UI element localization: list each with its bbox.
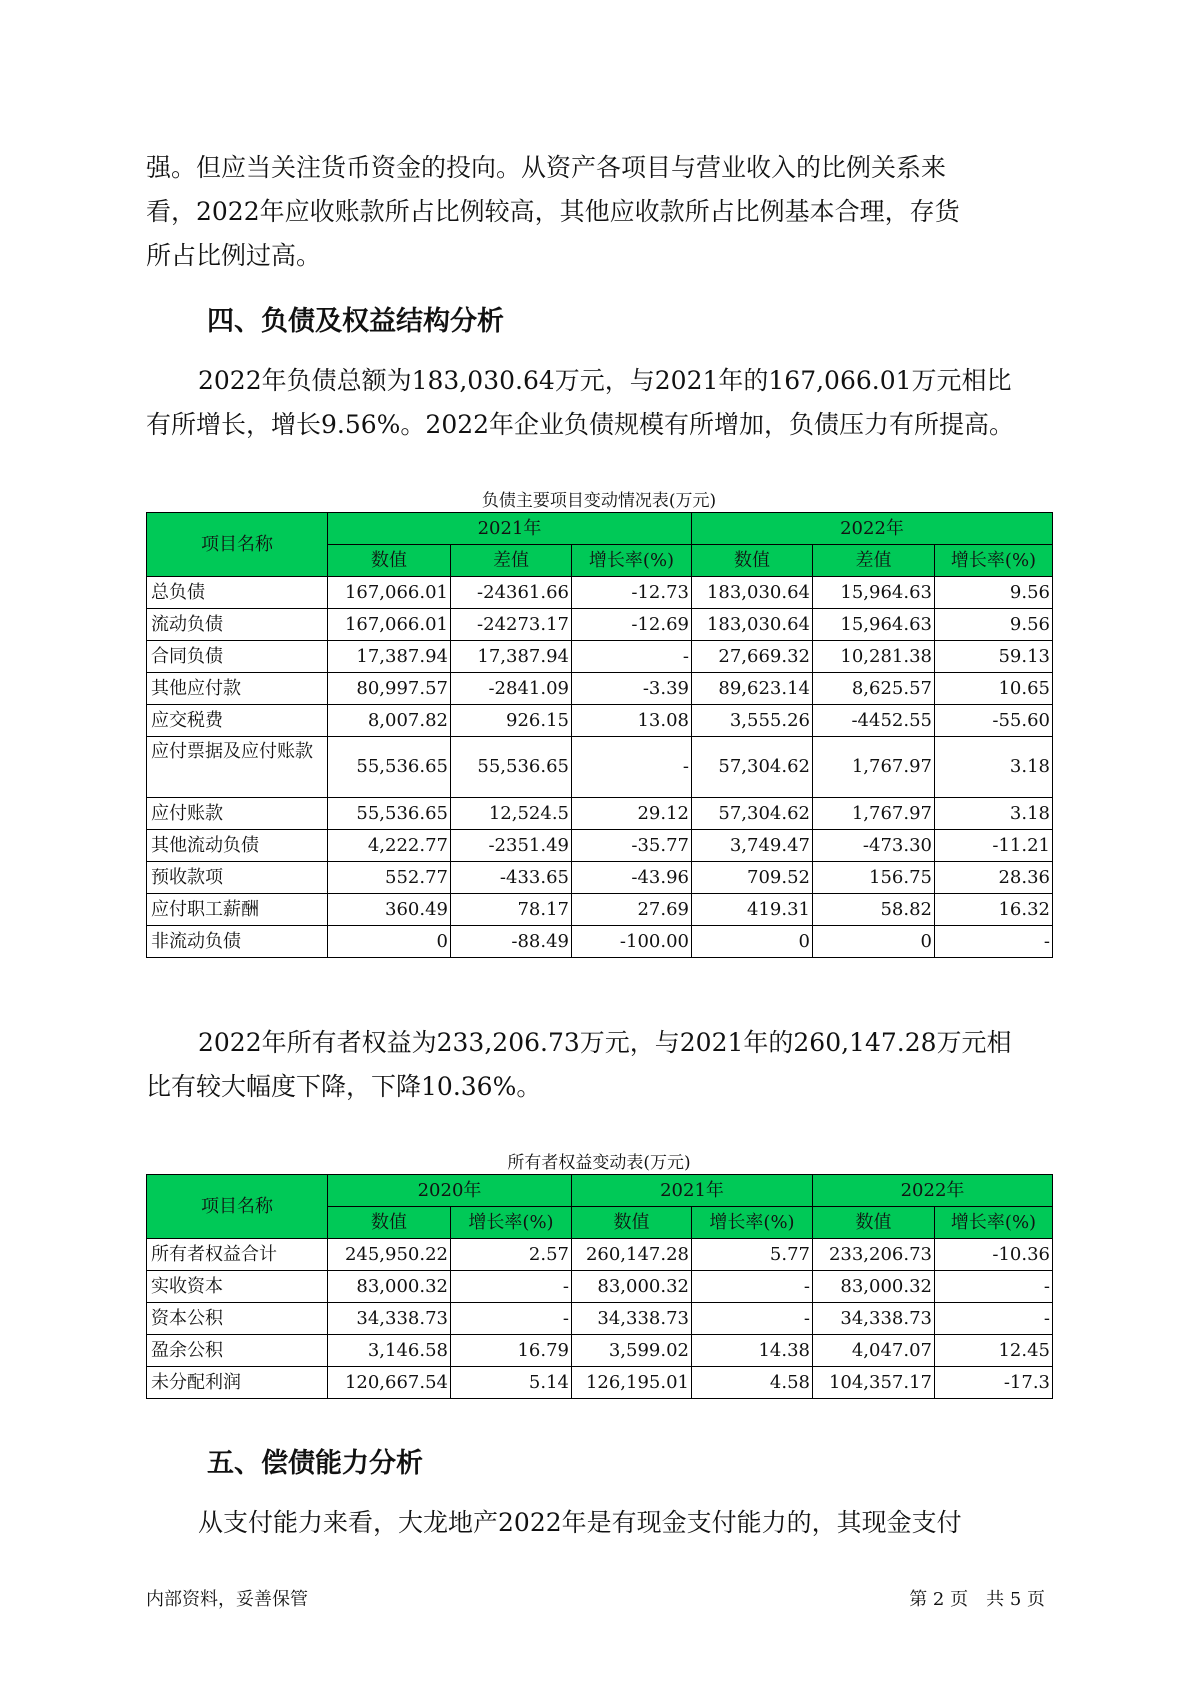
header-year: 2021年 [572, 1175, 813, 1207]
footer-page-number: 第 2 页 共 5 页 [909, 1589, 1045, 1610]
value-cell: 926.15 [451, 705, 572, 737]
table-row [147, 673, 1053, 705]
paragraph-line: 2022年所有者权益为233,206.73万元，与2021年的260,147.28万元相 [198, 1028, 1012, 1057]
value-cell: 419.31 [692, 894, 813, 926]
header-sub: 数值 [328, 1207, 451, 1239]
value-cell: -35.77 [572, 830, 692, 862]
value-cell: 78.17 [451, 894, 572, 926]
value-cell: 126,195.01 [572, 1367, 692, 1399]
header-sub: 增长率(%) [935, 1207, 1053, 1239]
header-year: 2022年 [813, 1175, 1053, 1207]
row-label-cell: 非流动负债 [147, 926, 328, 958]
value-cell: 29.12 [572, 798, 692, 830]
value-cell: 245,950.22 [328, 1239, 451, 1271]
value-cell: -2841.09 [451, 673, 572, 705]
value-cell: - [572, 737, 692, 798]
header-sub: 差值 [451, 545, 572, 577]
value-cell: 0 [692, 926, 813, 958]
value-cell: 17,387.94 [451, 641, 572, 673]
value-cell: - [451, 1271, 572, 1303]
value-cell: - [451, 1303, 572, 1335]
paragraph-line: 从支付能力来看，大龙地产2022年是有现金支付能力的，其现金支付 [198, 1508, 962, 1537]
row-label-cell: 资本公积 [147, 1303, 328, 1335]
header-item-name: 项目名称 [147, 513, 328, 577]
equity-table-caption: 所有者权益变动表(万元) [507, 1153, 691, 1173]
value-cell: -100.00 [572, 926, 692, 958]
value-cell: 167,066.01 [328, 577, 451, 609]
row-label-cell: 其他应付款 [147, 673, 328, 705]
value-cell: -3.39 [572, 673, 692, 705]
value-cell: 4,047.07 [813, 1335, 935, 1367]
value-cell: 57,304.62 [692, 737, 813, 798]
value-cell: 15,964.63 [813, 577, 935, 609]
section-heading-solvency: 五、偿债能力分析 [207, 1448, 423, 1479]
value-cell: 13.08 [572, 705, 692, 737]
value-cell: -88.49 [451, 926, 572, 958]
value-cell: 83,000.32 [572, 1271, 692, 1303]
row-label-cell: 其他流动负债 [147, 830, 328, 862]
row-label-cell: 合同负债 [147, 641, 328, 673]
header-sub: 数值 [572, 1207, 692, 1239]
value-cell: 80,997.57 [328, 673, 451, 705]
table-row [147, 737, 1053, 798]
value-cell: -24361.66 [451, 577, 572, 609]
value-cell: -2351.49 [451, 830, 572, 862]
value-cell: -43.96 [572, 862, 692, 894]
value-cell: 156.75 [813, 862, 935, 894]
table-row [147, 830, 1053, 862]
value-cell: 3.18 [935, 798, 1053, 830]
value-cell: -473.30 [813, 830, 935, 862]
header-sub: 增长率(%) [692, 1207, 813, 1239]
paragraph-line: 看，2022年应收账款所占比例较高，其他应收款所占比例基本合理，存货 [146, 197, 960, 226]
value-cell: 10.65 [935, 673, 1053, 705]
header-sub: 增长率(%) [572, 545, 692, 577]
table-row [147, 609, 1053, 641]
value-cell: 34,338.73 [572, 1303, 692, 1335]
value-cell: -55.60 [935, 705, 1053, 737]
value-cell: 89,623.14 [692, 673, 813, 705]
table-row [147, 894, 1053, 926]
value-cell: 1,767.97 [813, 798, 935, 830]
value-cell: 167,066.01 [328, 609, 451, 641]
value-cell: 16.32 [935, 894, 1053, 926]
header-sub: 数值 [328, 545, 451, 577]
row-label-cell: 预收款项 [147, 862, 328, 894]
value-cell: 1,767.97 [813, 737, 935, 798]
value-cell: 55,536.65 [451, 737, 572, 798]
value-cell: -12.73 [572, 577, 692, 609]
row-label-cell: 实收资本 [147, 1271, 328, 1303]
value-cell: 34,338.73 [813, 1303, 935, 1335]
value-cell: 2.57 [451, 1239, 572, 1271]
value-cell: - [935, 926, 1053, 958]
value-cell: 260,147.28 [572, 1239, 692, 1271]
value-cell: 28.36 [935, 862, 1053, 894]
value-cell: 34,338.73 [328, 1303, 451, 1335]
header-item-name: 项目名称 [147, 1175, 328, 1239]
paragraph-line: 所占比例过高。 [146, 241, 322, 270]
value-cell: 27,669.32 [692, 641, 813, 673]
header-year: 2021年 [328, 513, 692, 545]
paragraph-line: 强。但应当关注货币资金的投向。从资产各项目与营业收入的比例关系来 [146, 153, 947, 182]
header-year: 2022年 [692, 513, 1053, 545]
value-cell: 233,206.73 [813, 1239, 935, 1271]
row-label-cell: 未分配利润 [147, 1367, 328, 1399]
value-cell: 183,030.64 [692, 577, 813, 609]
row-label-cell: 应付票据及应付账款 [147, 737, 328, 798]
value-cell: -12.69 [572, 609, 692, 641]
section-heading-liabilities: 四、负债及权益结构分析 [207, 306, 504, 337]
value-cell: 9.56 [935, 577, 1053, 609]
value-cell: 5.77 [692, 1239, 813, 1271]
row-label-cell: 总负债 [147, 577, 328, 609]
value-cell: -4452.55 [813, 705, 935, 737]
value-cell: 3,146.58 [328, 1335, 451, 1367]
header-sub: 增长率(%) [451, 1207, 572, 1239]
value-cell: 360.49 [328, 894, 451, 926]
value-cell: 0 [813, 926, 935, 958]
value-cell: 12,524.5 [451, 798, 572, 830]
value-cell: 4.58 [692, 1367, 813, 1399]
value-cell: 57,304.62 [692, 798, 813, 830]
table-row [147, 641, 1053, 673]
value-cell: 10,281.38 [813, 641, 935, 673]
value-cell: - [692, 1271, 813, 1303]
value-cell: 14.38 [692, 1335, 813, 1367]
value-cell: 183,030.64 [692, 609, 813, 641]
footer-confidential-note: 内部资料，妥善保管 [146, 1589, 308, 1610]
table-row [147, 705, 1053, 737]
table-row [147, 1239, 1053, 1271]
value-cell: 3,599.02 [572, 1335, 692, 1367]
paragraph-line: 有所增长，增长9.56%。2022年企业负债规模有所增加，负债压力有所提高。 [146, 410, 1015, 439]
value-cell: 55,536.65 [328, 798, 451, 830]
paragraph-line: 2022年负债总额为183,030.64万元，与2021年的167,066.01万元相比 [198, 366, 1012, 395]
row-label-cell: 应付职工薪酬 [147, 894, 328, 926]
table-row [147, 798, 1053, 830]
value-cell: -10.36 [935, 1239, 1053, 1271]
value-cell: 104,357.17 [813, 1367, 935, 1399]
value-cell: 0 [328, 926, 451, 958]
paragraph-line: 比有较大幅度下降，下降10.36%。 [146, 1072, 542, 1101]
value-cell: -433.65 [451, 862, 572, 894]
value-cell: 120,667.54 [328, 1367, 451, 1399]
value-cell: 4,222.77 [328, 830, 451, 862]
value-cell: 83,000.32 [813, 1271, 935, 1303]
value-cell: 83,000.32 [328, 1271, 451, 1303]
row-label-cell: 应交税费 [147, 705, 328, 737]
value-cell: 5.14 [451, 1367, 572, 1399]
liabilities-table-caption: 负债主要项目变动情况表(万元) [481, 491, 717, 511]
row-label-cell: 流动负债 [147, 609, 328, 641]
header-sub: 增长率(%) [935, 545, 1053, 577]
header-sub: 数值 [692, 545, 813, 577]
header-sub: 差值 [813, 545, 935, 577]
equity-table [146, 1174, 1053, 1399]
value-cell: 12.45 [935, 1335, 1053, 1367]
value-cell: 59.13 [935, 641, 1053, 673]
table-row [147, 1367, 1053, 1399]
value-cell: -11.21 [935, 830, 1053, 862]
liabilities-table [146, 512, 1053, 958]
value-cell: - [692, 1303, 813, 1335]
value-cell: 15,964.63 [813, 609, 935, 641]
table-row [147, 1303, 1053, 1335]
value-cell: 9.56 [935, 609, 1053, 641]
row-label-cell: 应付账款 [147, 798, 328, 830]
value-cell: 17,387.94 [328, 641, 451, 673]
table-row [147, 1335, 1053, 1367]
value-cell: 3,555.26 [692, 705, 813, 737]
value-cell: 709.52 [692, 862, 813, 894]
value-cell: 3.18 [935, 737, 1053, 798]
value-cell: 3,749.47 [692, 830, 813, 862]
value-cell: -17.3 [935, 1367, 1053, 1399]
table-row [147, 577, 1053, 609]
table-row [147, 926, 1053, 958]
value-cell: 552.77 [328, 862, 451, 894]
value-cell: 27.69 [572, 894, 692, 926]
value-cell: -24273.17 [451, 609, 572, 641]
value-cell: - [935, 1271, 1053, 1303]
row-label-cell: 所有者权益合计 [147, 1239, 328, 1271]
value-cell: 58.82 [813, 894, 935, 926]
table-row [147, 862, 1053, 894]
value-cell: 8,625.57 [813, 673, 935, 705]
value-cell: 55,536.65 [328, 737, 451, 798]
value-cell: 16.79 [451, 1335, 572, 1367]
value-cell: - [935, 1303, 1053, 1335]
table-row [147, 1271, 1053, 1303]
row-label-cell: 盈余公积 [147, 1335, 328, 1367]
header-sub: 数值 [813, 1207, 935, 1239]
value-cell: - [572, 641, 692, 673]
value-cell: 8,007.82 [328, 705, 451, 737]
header-year: 2020年 [328, 1175, 572, 1207]
